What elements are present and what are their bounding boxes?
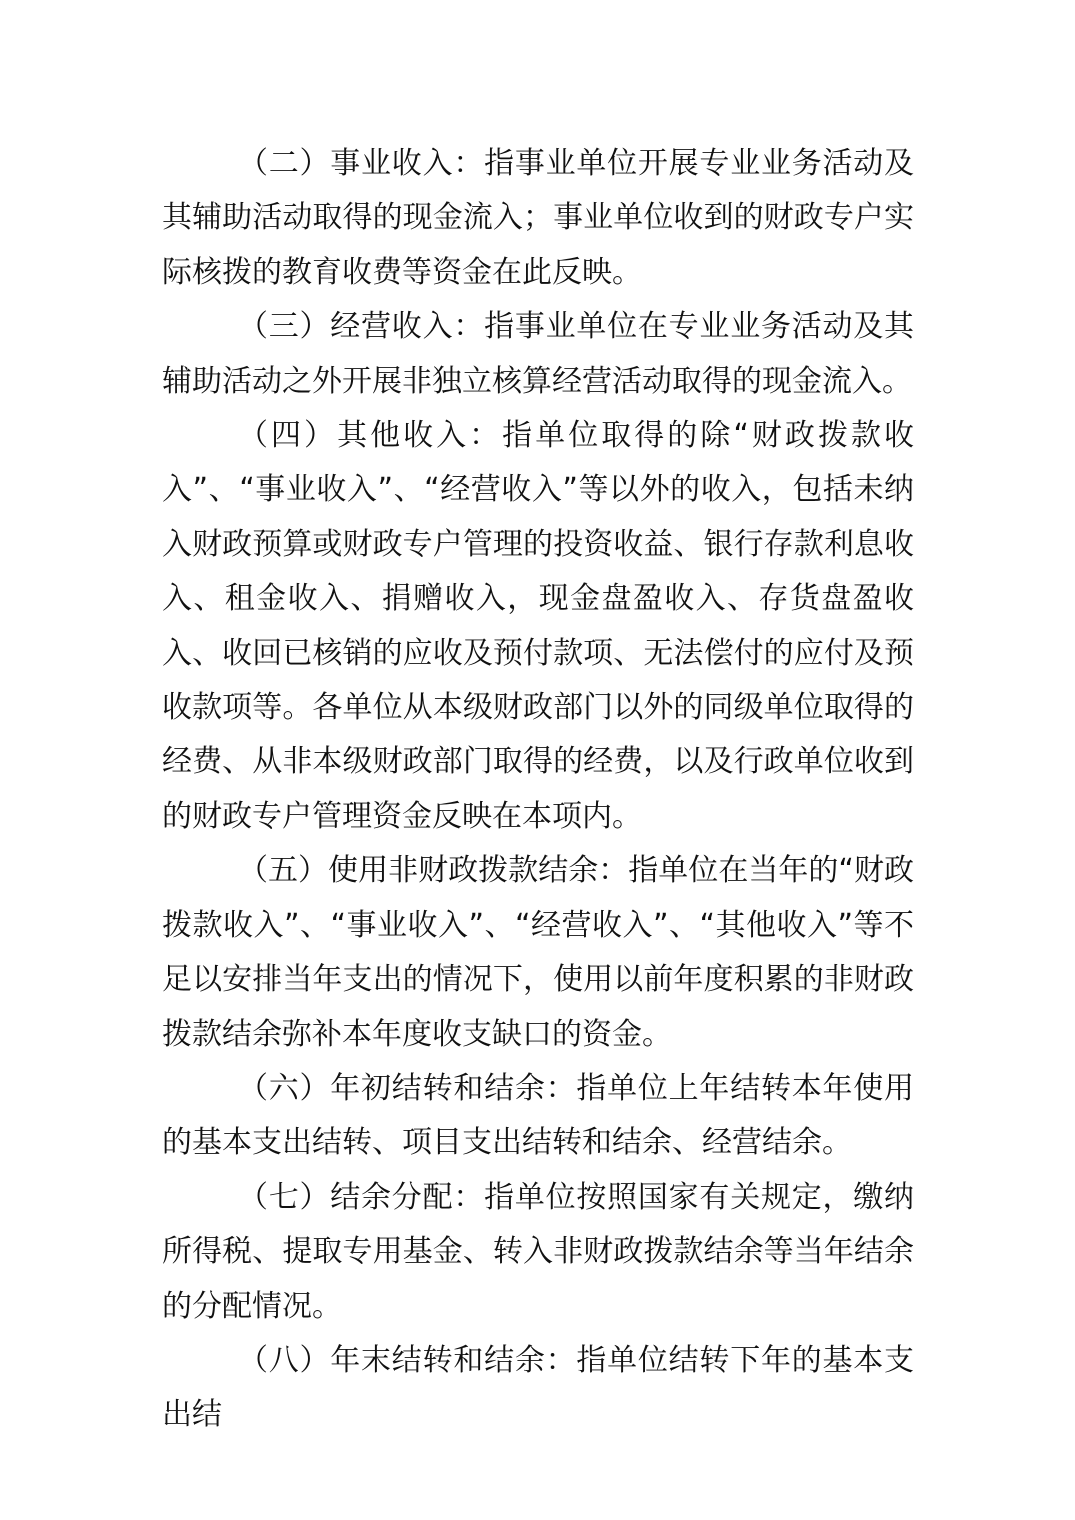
paragraph-operating-income: （三）经营收入：指事业单位在专业业务活动及其辅助活动之外开展非独立核算经营活动取得的现金流入。 xyxy=(162,309,914,399)
paragraph-non-fiscal-surplus-use: （五）使用非财政拨款结余：指单位在当年的“财政拨款收入”、“事业收入”、“经营收入”、“其他收入”等不足以安排当年支出的情况下，使用以前年度积累的非财政拨款结余弥补本年度收支缺口的资金。 xyxy=(162,853,914,1052)
paragraph-closing-carryover: （八）年末结转和结余：指单位结转下年的基本支出结 xyxy=(162,1342,914,1433)
document-body xyxy=(162,137,914,1443)
paragraph-surplus-distribution: （七）结余分配：指单位按照国家有关规定，缴纳所得税、提取专用基金、转入非财政拨款结余等当年结余的分配情况。 xyxy=(162,1179,914,1324)
paragraph-other-income: （四）其他收入：指单位取得的除“财政拨款收入”、“事业收入”、“经营收入”等以外的收入，包括未纳入财政预算或财政专户管理的投资收益、银行存款利息收入、租金收入、捐赠收入，现金盘盈收入、存货盘盈收入、收回已核销的应收及预付款项、无法偿付的应付及预收款项等。各单位从本级财政部门以外的同级单位取得的经费、从非本级财政部门取得的经费，以及行政单位收到的财政专户管理资金反映在本项内。 xyxy=(162,418,914,834)
paragraph-business-income: （二）事业收入：指事业单位开展专业业务活动及其辅助活动取得的现金流入；事业单位收到的财政专户实际核拨的教育收费等资金在此反映。 xyxy=(162,146,914,290)
paragraph-opening-carryover: （六）年初结转和结余：指单位上年结转本年使用的基本支出结转、项目支出结转和结余、经营结余。 xyxy=(162,1070,914,1161)
